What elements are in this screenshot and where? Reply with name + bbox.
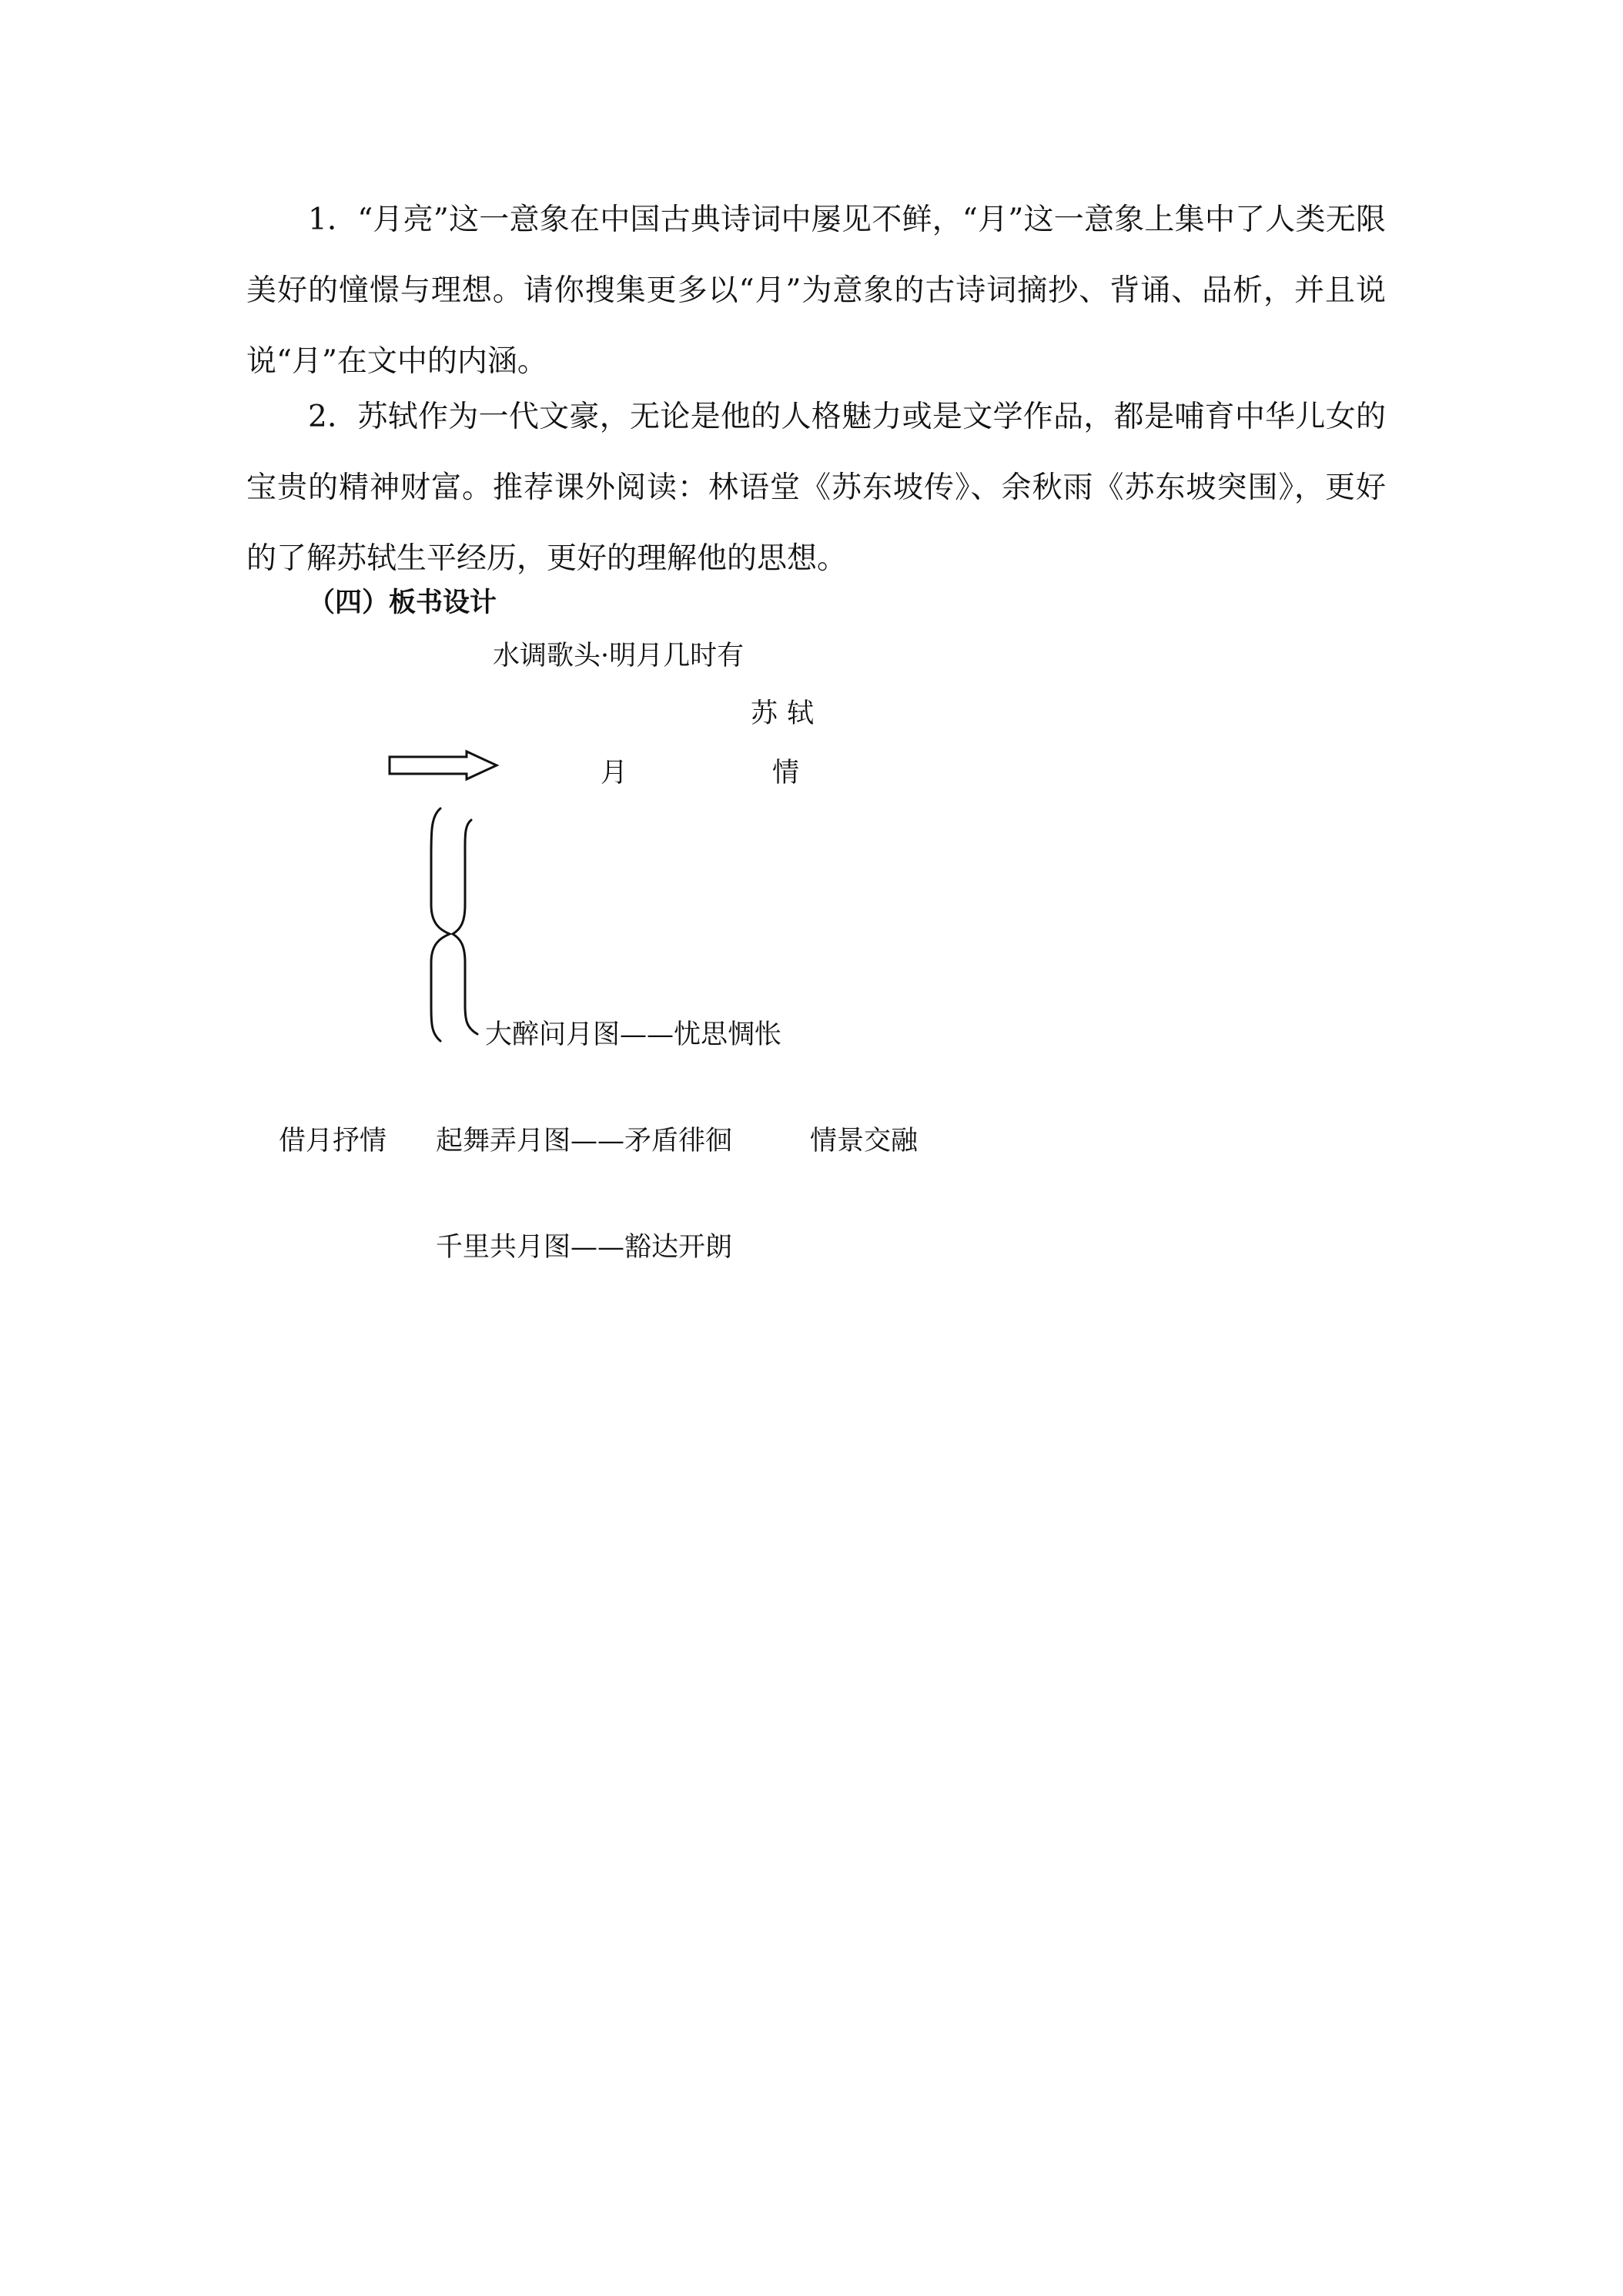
board-scene-1: 大醉问月图——忧思惆怅 xyxy=(485,1019,782,1050)
board-title: 水调歌头·明月几时有 xyxy=(493,641,745,671)
board-left-label: 借月抒情 xyxy=(279,1126,387,1156)
section-heading: （四）板书设计 xyxy=(308,587,497,618)
board-right-label: 情景交融 xyxy=(810,1126,919,1156)
right-brace-icon xyxy=(453,820,477,1034)
paragraph-1: 1．“月亮”这一意象在中国古典诗词中屡见不鲜，“月”这一意象上集中了人类无限美好的憧憬与理想。请你搜集更多以“月”为意象的古诗词摘抄、背诵、品析，并且说说“月”在文中的内涵。 xyxy=(246,202,1386,379)
board-moon-label: 月 xyxy=(601,758,628,788)
board-author: 苏轼 xyxy=(751,698,824,729)
board-emotion-label: 情 xyxy=(772,758,800,788)
paragraph-2: 2．苏轼作为一代文豪，无论是他的人格魅力或是文学作品，都是哺育中华儿女的宝贵的精神财富。推荐课外阅读：林语堂《苏东坡传》、余秋雨《苏东坡突围》，更好的了解苏轼生平经历，更好的理解他的思想。 xyxy=(246,400,1386,576)
right-arrow-icon xyxy=(390,751,497,779)
left-brace-icon xyxy=(431,808,450,1041)
board-scene-3: 千里共月图——豁达开朗 xyxy=(436,1232,733,1263)
board-scene-2: 起舞弄月图——矛盾徘徊 xyxy=(436,1126,733,1156)
